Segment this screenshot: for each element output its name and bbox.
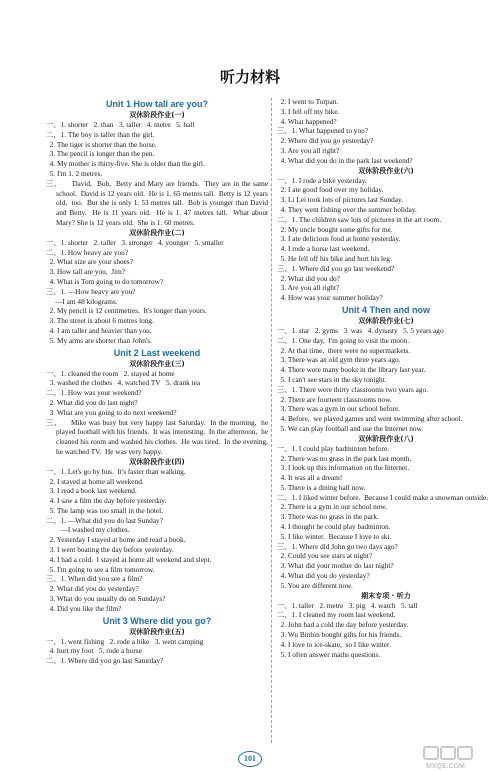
section-heading: 期末专项 · 听力 xyxy=(361,591,411,600)
answer-line: 2. My pencil is 12 centimetres. It's longer than yours. xyxy=(46,306,207,316)
answer-line: 5. You are different now. xyxy=(277,580,353,590)
answer-line: 二、1. How was your weekend? xyxy=(46,388,142,398)
answer-line: 3. I read a book last weekend. xyxy=(46,486,137,496)
right-column xyxy=(277,97,495,757)
answer-line: 4. Did you like the film? xyxy=(46,603,122,613)
answer-line: 三、1. —How heavy are you? xyxy=(46,286,136,296)
section-heading: 双休阶段作业(八) xyxy=(358,434,414,443)
listening-passage: 三、 David, Bob, Betty and Mary are friends. They are in the same school. David is 12 years old. He is 1. 65 metres tall. Betty is 12 years old, too. But she is only 1. 53 metres tall. Bob is younger than David and Betty. He is 11 years old. He is 1. 47 metres tall. What about Mary? She is 12 years old. She is 1. 60 metres. xyxy=(46,178,270,227)
answer-line: 3. Wu Binbin bought gifts for his friends. xyxy=(277,630,402,640)
answer-line: 3. There was a gym in our school before. xyxy=(277,404,401,414)
answer-line: 二、1. Where did you go last Saturday? xyxy=(46,656,164,666)
section-heading: 双休阶段作业(三) xyxy=(129,359,185,368)
answer-line: 4. I saw a film the day before yesterday. xyxy=(46,496,167,506)
answer-line: 一、1. went fishing 2. rode a bike 3. went camping xyxy=(46,636,204,646)
svg-text:MXQE.COM: MXQE.COM xyxy=(426,763,465,770)
answer-line: 2. Where did you go yesterday? xyxy=(277,136,374,146)
answer-line: 3. I ate delicious food at home yesterday. xyxy=(277,234,401,244)
answer-line: 二、1. —What did you do last Sunday? xyxy=(46,515,163,525)
answer-line: 4. Before, we played games and went swimming after school. xyxy=(277,414,463,424)
answer-line: 2. I ate good food over my holiday. xyxy=(277,185,384,195)
answer-line: 4. What happened? xyxy=(277,116,337,126)
answer-line: —I am 48 kilograms. xyxy=(46,296,118,306)
answer-line: 5. There is a dining hall now. xyxy=(277,482,366,492)
answer-line: 三、1. Where did you go last weekend? xyxy=(277,263,395,273)
column-divider xyxy=(271,98,272,743)
answer-line: 5. We can play football and use the Internet now. xyxy=(277,423,424,433)
answer-line: 3. I went boating the day before yesterday. xyxy=(46,545,174,555)
answer-line: 4. I rode a horse last weekend. xyxy=(277,244,370,254)
section-heading: 双休阶段作业(五) xyxy=(129,627,185,636)
answer-line: 一、1. I rode a bike yesterday. xyxy=(277,175,367,185)
page-title: 听力材料 xyxy=(219,68,280,86)
answer-line: 3. I fell off my bike. xyxy=(277,106,340,116)
answer-line: 4. What did you do in the park last weekend? xyxy=(277,155,413,165)
answer-line: 4. I love to ice-skate, so I like winter. xyxy=(277,639,391,649)
answer-line: 二、1. I liked winter before. Because I could make a snowman outside. xyxy=(277,492,488,502)
answer-line: 2. There is a gym in our school now. xyxy=(277,502,388,512)
answer-line: 5. I'm 1. 2 metres. xyxy=(46,168,103,178)
answer-line: 三、1. What happened to you? xyxy=(277,126,368,136)
answer-line: 4. How was your summer holiday? xyxy=(277,293,383,303)
section-heading: 双休阶段作业(七) xyxy=(358,316,414,325)
unit-heading: Unit 1 How tall are you? xyxy=(105,99,208,109)
answer-line: 2. I went to Turpan. xyxy=(277,97,339,106)
answer-line: 二、1. I cleaned my room last weekend. xyxy=(277,610,396,620)
answer-line: 3. There was an old gym three years ago. xyxy=(277,355,401,365)
answer-line: 4. I thought he could play badminton. xyxy=(277,522,391,532)
watermark-logo xyxy=(422,744,492,770)
answer-line: 4. What is Tom going to do tomorrow? xyxy=(46,276,164,286)
answer-line: 2. Yesterday I stayed at home and read a book. xyxy=(46,535,186,545)
section-heading: 双休阶段作业(六) xyxy=(358,166,414,175)
answer-line: 一、1. shorter 2. than 3. taller 4. metre 5. hall xyxy=(46,120,195,129)
answer-line: 3. The street is about 6 metres long. xyxy=(46,316,154,326)
answer-line: 5. I'm going to see a film tomorrow. xyxy=(46,564,155,574)
answer-line: 3. Are you all right? xyxy=(277,283,340,293)
answer-line: 一、1. cleaned the room 2. stayed at home xyxy=(46,368,175,378)
answer-line: 5. I like winter. Because I love to ski. xyxy=(277,531,392,541)
answer-line: 3. What are you going to do next weekend? xyxy=(46,407,177,417)
answer-line: 5. He fell off his bike and hurt his leg. xyxy=(277,253,392,263)
answer-line: 4. I am taller and heavier than you. xyxy=(46,325,152,335)
answer-line: 3. washed the clothes 4. watched TV 5. drank tea xyxy=(46,378,201,388)
answer-line: 2. What did you do? xyxy=(277,273,340,283)
answer-line: 2. What did you do yesterday? xyxy=(46,584,139,594)
answer-line: 2. There was no grass in the park last month. xyxy=(277,453,412,463)
answer-line: 3. I look up this information on the Internet. xyxy=(277,463,410,473)
answer-line: 4. They went fishing over the summer holiday. xyxy=(277,204,417,214)
answer-line: 2. At that time, there were no supermarkets. xyxy=(277,345,411,355)
answer-line: 一、1. Let's go by bus. It's faster than walking. xyxy=(46,466,186,476)
answer-line: 2. I stayed at home all weekend. xyxy=(46,476,144,486)
answer-line: 二、1. How heavy are you? xyxy=(46,247,129,257)
section-heading: 双休阶段作业(一) xyxy=(129,111,185,119)
answer-line: 2. What size are your shoes? xyxy=(46,257,134,267)
answer-line: 5. I often answer maths questions. xyxy=(277,649,381,659)
answer-line: 5. My arms are shorter than John's. xyxy=(46,335,152,345)
answer-line: 2. The tiger is shorter than the horse. xyxy=(46,139,157,149)
answer-line: 2. There are fourteen classrooms now. xyxy=(277,394,392,404)
answer-line: 5. I can't see stars in the sky tonight. xyxy=(277,374,387,384)
unit-heading: Unit 2 Last weekend xyxy=(113,347,201,358)
answer-line: 4. I had a cold. I stayed at home all weekend and slept. xyxy=(46,554,212,564)
answer-line: 一、1. taller 2. metre 3. pig 4. watch 5. tall xyxy=(277,600,418,610)
answer-line: 4. My mother is thirty-five. She is older than the girl. xyxy=(46,159,205,169)
listening-passage: 三、 Mike was busy but very happy last Saturday. In the morning, he played football with his friends. It was interesting. In the afternoon, he cleaned his room and washed his clothes. He was tired. In the evening, he watched TV. He was very happy. xyxy=(46,417,272,456)
section-heading: 双休阶段作业(二) xyxy=(129,228,185,237)
answer-line: 三、1. There were thirty classrooms two years ago. xyxy=(277,384,428,394)
unit-heading: Unit 3 Where did you go? xyxy=(102,615,212,626)
answer-line: 3. What do you usually do on Sundays? xyxy=(46,594,166,604)
answer-line: 2. John had a cold the day before yesterday. xyxy=(277,620,409,630)
answer-line: —I washed my clothes. xyxy=(46,525,130,535)
answer-line: 4. There were many books in the library last year. xyxy=(277,365,426,375)
answer-line: 2. What did you do last night? xyxy=(46,397,138,407)
answer-line: 2. My uncle bought some gifts for me. xyxy=(277,224,393,234)
unit-heading: Unit 4 Then and now xyxy=(342,304,430,315)
answer-line: 一、1. shorter 2. taller 3. stronger 4. younger 5. smaller xyxy=(46,237,224,247)
answer-line: 三、1. Where did John go two days ago? xyxy=(277,541,398,551)
answer-line: 3. The pencil is longer than the pen. xyxy=(46,149,155,159)
answer-line: 3. How tall are you, Jim? xyxy=(46,267,126,277)
section-heading: 双休阶段作业(四) xyxy=(129,457,185,466)
answer-line: 3. There was no grass in the park. xyxy=(277,512,379,522)
answer-line: 二、1. The children saw lots of pictures in the art room. xyxy=(277,214,442,224)
answer-line: 4. hurt my foot 5. rode a horse xyxy=(46,646,142,656)
answer-line: 5. The lamp was too small in the hotel. xyxy=(46,505,164,515)
answer-line: 一、1. I could play badminton before. xyxy=(277,443,390,453)
page-number: 101 xyxy=(238,751,262,767)
answer-line: 3. Li Lei took lots of pictures last Sunday. xyxy=(277,195,403,205)
answer-line: 二、1. The boy is taller than the girl. xyxy=(46,129,155,139)
answer-line: 2. Could you see stars at night? xyxy=(277,551,373,561)
answer-line: 4. It was all a dream! xyxy=(277,473,343,483)
answer-line: 3. What did your mother do last night? xyxy=(277,561,394,571)
answer-line: 3. Are you all right? xyxy=(277,145,340,155)
left-column xyxy=(46,97,272,757)
answer-line: 三、1. When did you see a film? xyxy=(46,574,143,584)
answer-line: 二、1. One day, I'm going to visit the moon. xyxy=(277,335,410,345)
answer-line: 一、1. star 2. gyms 3. was 4. dynasty 5. 5 years ago xyxy=(277,325,444,335)
answer-line: 4. What did you do yesterday? xyxy=(277,571,370,581)
